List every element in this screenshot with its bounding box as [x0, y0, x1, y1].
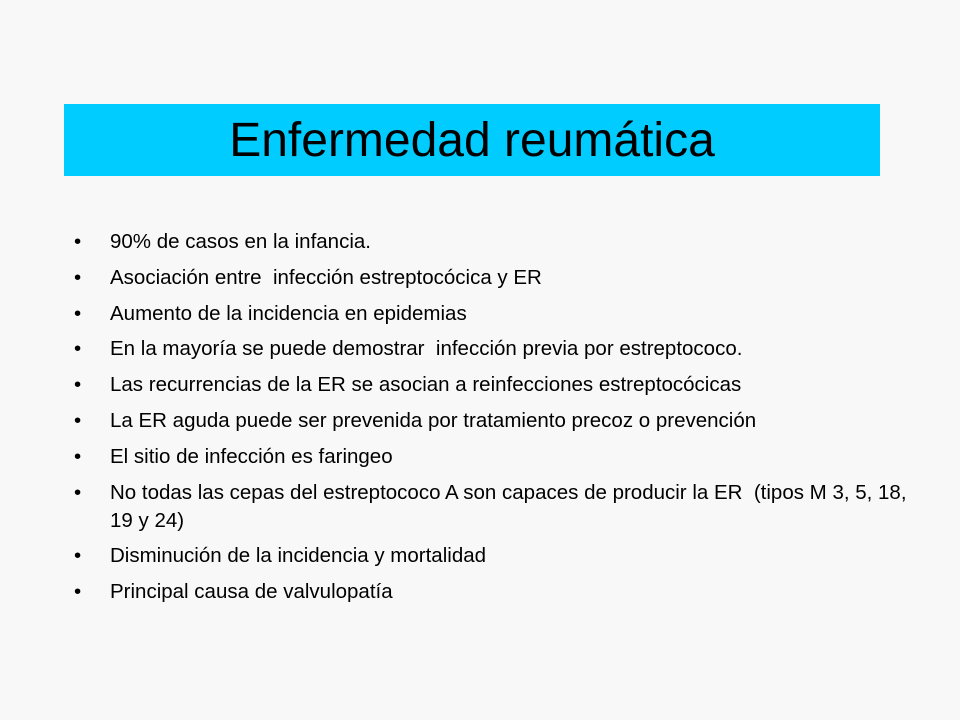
- bullet-list: [74, 228, 914, 614]
- bullet-icon: •: [74, 408, 82, 432]
- bullet-icon: •: [74, 444, 82, 468]
- bullet-text: El sitio de infección es faringeo: [110, 444, 393, 468]
- bullet-text: Asociación entre infección estreptocócica y ER: [110, 265, 542, 289]
- bullet-icon: •: [74, 544, 82, 568]
- bullet-icon: •: [74, 230, 82, 253]
- bullet-icon: •: [74, 480, 82, 504]
- title-bar: [64, 104, 880, 176]
- bullet-item: [74, 264, 914, 292]
- bullet-text: No todas las cepas del estreptococo A son capaces de producir la ER (tipos M 3, 5, 18, 19 y 24): [110, 480, 913, 532]
- bullet-item: [74, 371, 914, 399]
- bullet-icon: •: [74, 301, 82, 325]
- bullet-icon: •: [74, 265, 82, 289]
- bullet-text: 90% de casos en la infancia.: [110, 230, 371, 253]
- bullet-item: [74, 407, 914, 435]
- bullet-item: [74, 542, 914, 570]
- bullet-text: Aumento de la incidencia en epidemias: [110, 301, 467, 325]
- bullet-text: La ER aguda puede ser prevenida por tratamiento precoz o prevención: [110, 408, 757, 432]
- bullet-text: En la mayoría se puede demostrar infección previa por estreptococo.: [110, 337, 743, 361]
- bullet-item: [74, 443, 914, 471]
- bullet-icon: •: [74, 580, 82, 604]
- bullet-icon: •: [74, 373, 82, 397]
- bullet-item: [74, 228, 914, 256]
- bullet-icon: •: [74, 337, 82, 361]
- slide-title: Enfermedad reumática: [229, 114, 715, 167]
- bullet-item: [74, 335, 914, 363]
- bullet-text: Disminución de la incidencia y mortalidad: [110, 544, 487, 568]
- bullet-item: [74, 578, 914, 606]
- bullet-item: [74, 479, 914, 535]
- bullet-item: [74, 300, 914, 328]
- bullet-text: Las recurrencias de la ER se asocian a reinfecciones estreptocócicas: [110, 373, 742, 397]
- bullet-text: Principal causa de valvulopatía: [110, 580, 393, 604]
